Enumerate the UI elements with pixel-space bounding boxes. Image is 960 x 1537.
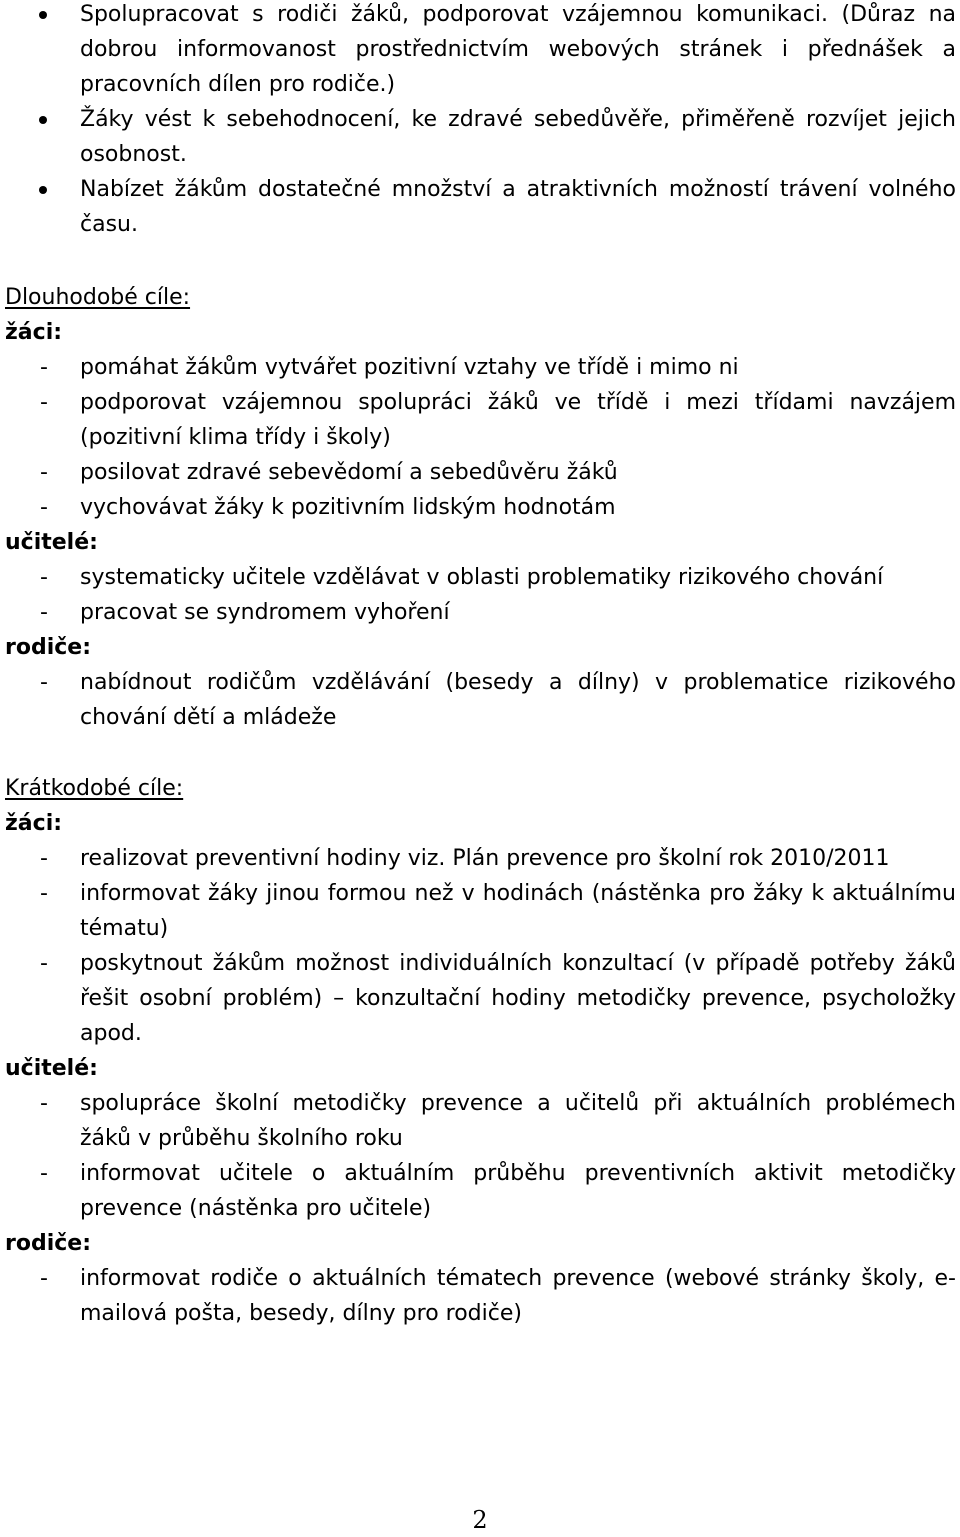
group-label-students: žáci: — [5, 320, 63, 345]
list-item — [0, 946, 960, 1051]
dash-marker: - — [40, 460, 48, 485]
dash-marker: - — [40, 1161, 48, 1186]
students-goal-list — [0, 350, 960, 525]
bullet-dot-icon — [39, 116, 47, 124]
list-item — [0, 490, 960, 525]
bullet-text: Nabízet žákům dostatečné množství a atraktivních možností trávení volného času. — [80, 177, 956, 237]
list-item — [0, 560, 960, 595]
list-item — [0, 455, 960, 490]
short-term-goals-section — [0, 771, 960, 1331]
bullet-item — [0, 102, 960, 172]
section-heading: Krátkodobé cíle: — [5, 776, 184, 801]
list-item — [0, 1086, 960, 1156]
dash-marker: - — [40, 881, 48, 906]
dash-marker: - — [40, 495, 48, 520]
list-item — [0, 1261, 960, 1331]
list-item — [0, 595, 960, 630]
list-item — [0, 1156, 960, 1226]
list-item-text: podporovat vzájemnou spolupráci žáků ve třídě i mezi třídami navzájem (pozitivní klima třídy i školy) — [80, 390, 956, 450]
section-heading: Dlouhodobé cíle: — [5, 285, 191, 310]
list-item-text: posilovat zdravé sebevědomí a sebedůvěru žáků — [80, 460, 618, 485]
page-number: 2 — [472, 1506, 488, 1534]
list-item-text: spolupráce školní metodičky prevence a učitelů při aktuálních problémech žáků v průběhu školního roku — [80, 1091, 956, 1151]
list-item-text: systematicky učitele vzdělávat v oblasti problematiky rizikového chování — [80, 565, 884, 590]
dash-marker: - — [40, 1091, 48, 1116]
bullet-item — [0, 172, 960, 242]
bullet-item — [0, 0, 960, 102]
group-label-teachers: učitelé: — [5, 1056, 98, 1081]
list-item — [0, 385, 960, 455]
list-item-text: poskytnout žákům možnost individuálních konzultací (v případě potřeby žáků řešit osobní problém) – konzultační hodiny metodičky prevence, psycholožky apod. — [80, 951, 956, 1046]
long-term-goals-section — [0, 280, 960, 735]
list-item-text: realizovat preventivní hodiny viz. Plán prevence pro školní rok 2010/2011 — [80, 846, 890, 871]
list-item — [0, 665, 960, 735]
bullet-text: Žáky vést k sebehodnocení, ke zdravé sebedůvěře, přiměřeně rozvíjet jejich osobnost. — [80, 107, 956, 167]
dash-marker: - — [40, 951, 48, 976]
parents-goal-list — [0, 1261, 960, 1331]
dash-marker: - — [40, 355, 48, 380]
dash-marker: - — [40, 1266, 48, 1291]
list-item — [0, 876, 960, 946]
group-label-teachers: učitelé: — [5, 530, 98, 555]
list-item — [0, 841, 960, 876]
list-item — [0, 350, 960, 385]
dash-marker: - — [40, 600, 48, 625]
dash-marker: - — [40, 670, 48, 695]
list-item-text: informovat učitele o aktuálním průběhu preventivních aktivit metodičky prevence (nástěnka pro učitele) — [80, 1161, 956, 1221]
group-label-parents: rodiče: — [5, 635, 92, 660]
students-goal-list — [0, 841, 960, 1051]
list-item-text: nabídnout rodičům vzdělávání (besedy a dílny) v problematice rizikového chování dětí a mládeže — [80, 670, 956, 730]
parents-goal-list — [0, 665, 960, 735]
dash-marker: - — [40, 846, 48, 871]
bullet-dot-icon — [39, 186, 47, 194]
teachers-goal-list — [0, 560, 960, 630]
list-item-text: informovat rodiče o aktuálních tématech prevence (webové stránky školy, e-mailová pošta, besedy, dílny pro rodiče) — [80, 1266, 956, 1326]
list-item-text: pomáhat žákům vytvářet pozitivní vztahy ve třídě i mimo ni — [80, 355, 739, 380]
bullet-text: Spolupracovat s rodiči žáků, podporovat vzájemnou komunikaci. (Důraz na dobrou informovanost prostřednictvím webových stránek i přednášek a pracovních dílen pro rodiče.) — [80, 2, 956, 97]
list-item-text: informovat žáky jinou formou než v hodinách (nástěnka pro žáky k aktuálnímu tématu) — [80, 881, 956, 941]
group-label-parents: rodiče: — [5, 1231, 92, 1256]
intro-bullet-list — [0, 0, 960, 242]
dash-marker: - — [40, 390, 48, 415]
list-item-text: vychovávat žáky k pozitivním lidským hodnotám — [80, 495, 616, 520]
bullet-dot-icon — [39, 11, 47, 19]
list-item-text: pracovat se syndromem vyhoření — [80, 600, 450, 625]
teachers-goal-list — [0, 1086, 960, 1226]
dash-marker: - — [40, 565, 48, 590]
group-label-students: žáci: — [5, 811, 63, 836]
